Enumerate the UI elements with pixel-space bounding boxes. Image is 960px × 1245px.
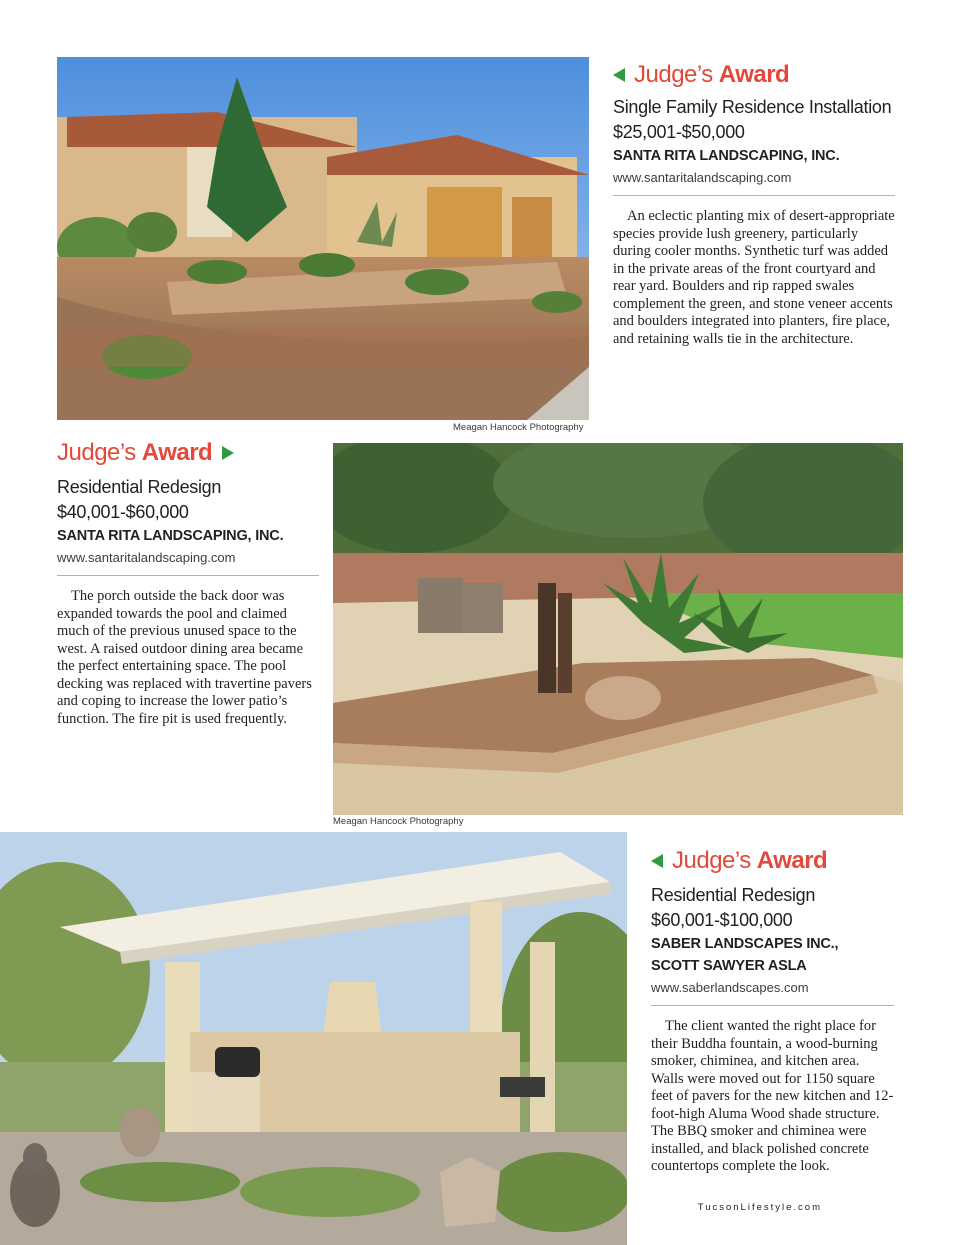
award-heading	[613, 60, 895, 90]
award-category: Residential Redesign	[57, 477, 222, 497]
award-description: An eclectic planting mix of desert-appropriate species provide lush greenery, particularly during cooler months. Synthetic turf was added in the private areas of the front courtyard and rear yard. Boulders and rip rapped swales complement the green, and stone veneer accents and boulders integrated into planters, fire place, and retaining walls tie in the architecture.	[613, 208, 895, 347]
award-label: Judge’s	[672, 847, 751, 874]
photo-shade-structure	[0, 832, 627, 1245]
award-label-bold: Award	[141, 439, 213, 466]
divider	[613, 195, 895, 196]
award-label: Judge’s	[57, 439, 136, 466]
company-website-link[interactable]: www.santaritalandscaping.com	[613, 170, 792, 185]
photo-front-yard	[57, 57, 589, 420]
photo-credit: Meagan Hancock Photography	[333, 816, 464, 827]
award-heading	[651, 846, 894, 876]
divider	[651, 1005, 894, 1006]
arrow-left-icon	[651, 854, 663, 868]
arrow-left-icon	[613, 68, 625, 82]
award-block-1	[613, 60, 895, 348]
award-company: SABER LANDSCAPES INC.,	[651, 936, 839, 952]
photo-backyard-fountain	[333, 443, 903, 815]
award-company: SANTA RITA LANDSCAPING, INC.	[57, 528, 284, 544]
award-label-bold: Award	[718, 61, 790, 88]
award-block-3	[651, 846, 894, 1176]
company-website-link[interactable]: www.santaritalandscaping.com	[57, 550, 236, 565]
award-price-range: $25,001-$50,000	[613, 122, 745, 142]
photo-credit: Meagan Hancock Photography	[453, 422, 584, 433]
award-category: Single Family Residence Installation	[613, 97, 892, 117]
footer-site-name: TucsonLifestyle.com	[697, 1202, 822, 1213]
award-description: The porch outside the back door was expanded towards the pool and claimed much of the previous unused space to the west. A raised outdoor dining area became the perfect entertaining space. The pool decking was replaced with travertine pavers and coping to increase the lower patio’s function. The fire pit is used frequently.	[57, 588, 312, 727]
award-category: Residential Redesign	[651, 885, 816, 905]
award-price-range: $40,001-$60,000	[57, 502, 189, 522]
divider	[57, 575, 319, 576]
arrow-right-icon	[222, 446, 234, 460]
award-heading	[57, 438, 319, 468]
award-label: Judge’s	[634, 61, 713, 88]
award-description: The client wanted the right place for their Buddha fountain, a wood-burning smoker, chiminea, and kitchen area. Walls were moved out for 1150 square feet of pavers for the new kitchen and 12-foot-high Aluma Wood shade structure. The BBQ smoker and chiminea were installed, and black polished concrete countertops complete the look.	[651, 1018, 894, 1174]
award-company-contact: SCOTT SAWYER ASLA	[651, 958, 807, 974]
award-price-range: $60,001-$100,000	[651, 910, 793, 930]
award-block-2	[57, 438, 319, 728]
company-website-link[interactable]: www.saberlandscapes.com	[651, 980, 809, 995]
award-company: SANTA RITA LANDSCAPING, INC.	[613, 148, 840, 164]
award-label-bold: Award	[756, 847, 828, 874]
